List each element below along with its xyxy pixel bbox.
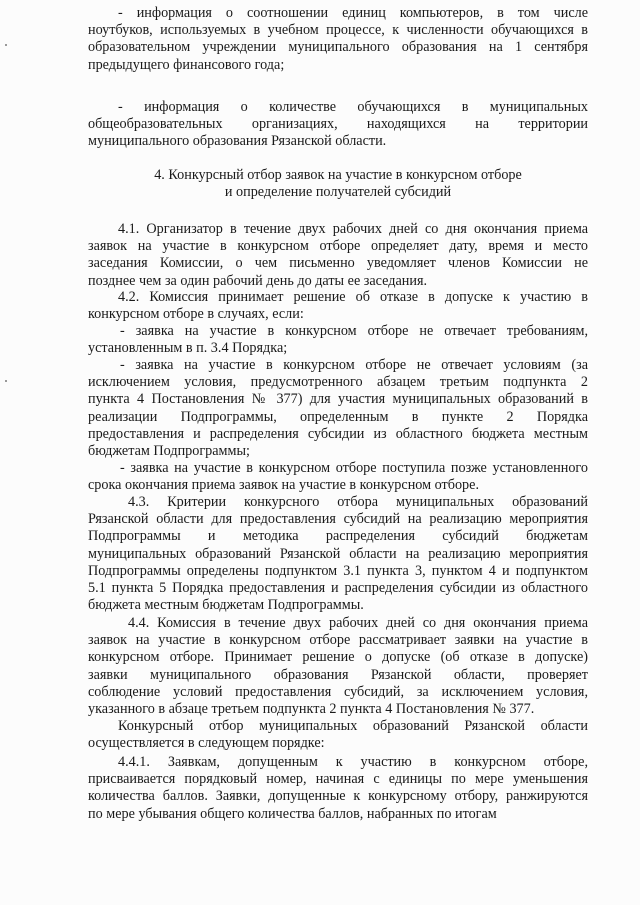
text-line: исключением условия, предусмотренного абзацем третьим подпункта 2 <box>88 374 588 391</box>
text-line: заявок на участие в конкурсном отборе определяет дату, время и место <box>88 238 588 255</box>
text-line: 5.1 пункта 5 Порядка предоставления и распределения субсидии из областного <box>88 580 588 597</box>
intro-item-students <box>88 99 588 151</box>
paragraph-procedure <box>88 718 588 752</box>
text-line: осуществляется в следующем порядке: <box>88 735 325 752</box>
text-line: муниципального образования Рязанской области. <box>88 133 387 150</box>
text-line: бюджета местным бюджетам Подпрограммы. <box>88 597 364 614</box>
text-line: конкурсном отборе. Принимает решение о допуске (об отказе в допуске) <box>88 649 588 666</box>
text-line: Подпрограммы и методика распределения субсидий бюджетам <box>88 528 588 545</box>
text-line: общеобразовательных организациях, находящихся на территории <box>88 116 588 133</box>
text-line: 4.4. Комиссия в течение двух рабочих дней со дня окончания приема <box>128 615 588 631</box>
text-line: установленным в п. 3.4 Порядка; <box>88 340 288 357</box>
text-line: реализации Подпрограммы, определенным в пункте 2 Порядка <box>88 408 588 425</box>
text-line: - информация о соотношении единиц компьютеров, в том числе <box>118 5 588 21</box>
scan-mark <box>5 44 7 46</box>
list-item-late <box>88 460 588 494</box>
text-line: позднее чем за один рабочий день до даты ее заседания. <box>88 272 428 289</box>
text-line: количества баллов. Заявки, допущенные к конкурсному отбору, ранжируются <box>88 788 588 805</box>
text-line: муниципальных образований Рязанской области на реализацию мероприятия <box>88 545 588 562</box>
text-line: по мере убывания общего количества баллов, набранных по итогам <box>88 805 497 822</box>
text-line: ноутбуков, используемых в учебном процессе, к численности обучающихся в <box>88 22 588 39</box>
scan-mark <box>5 380 7 382</box>
paragraph-4-3 <box>88 494 588 614</box>
text-line: указанного в абзаце третьем подпункта 2 пункта 4 Постановления № 377. <box>88 701 535 718</box>
text-line: соблюдение условий предоставления субсидий, за исключением условия, <box>88 683 588 700</box>
text-line: 4.1. Организатор в течение двух рабочих дней со дня окончания приема <box>118 221 588 237</box>
text-line: срока окончания приема заявок на участие в конкурсном отборе. <box>88 477 479 494</box>
text-line: предоставления и распределения субсидии из областного бюджета местным <box>88 425 588 442</box>
text-line: Конкурсный отбор муниципальных образований Рязанской области <box>118 718 588 734</box>
paragraph-4-1 <box>88 221 588 290</box>
text-line: 4.4.1. Заявкам, допущенным к участию в конкурсном отборе, <box>118 754 588 770</box>
text-line: 4.2. Комиссия принимает решение об отказе в допуске к участию в <box>118 289 588 305</box>
list-item-conditions <box>88 357 588 460</box>
text-line: заявок на участие в конкурсном отборе рассматривает заявки на участие в <box>88 632 588 649</box>
text-line: бюджетам Подпрограммы; <box>88 443 250 460</box>
text-line: - заявка на участие в конкурсном отборе не отвечает требованиям, <box>120 323 588 339</box>
text-line: Подпрограммы определены подпунктом 3.1 пункта 3, пунктом 4 и подпунктом <box>88 562 588 579</box>
text-line: конкурсном отборе в случаях, если: <box>88 306 304 323</box>
text-line: присваивается порядковый номер, начиная с единицы по мере уменьшения <box>88 771 588 788</box>
paragraph-4-4-1 <box>88 754 588 823</box>
paragraph-4-2 <box>88 289 588 323</box>
text-line: пункта 4 Постановления № 377) для участия муниципальных образований в <box>88 391 588 408</box>
paragraph-4-4 <box>88 615 588 718</box>
text-line: заявки муниципального образования Рязанской области, проверяет <box>88 666 588 683</box>
heading-line: 4. Конкурсный отбор заявок на участие в конкурсном отборе <box>154 167 522 183</box>
text-line: предыдущего финансового года; <box>88 56 285 73</box>
text-line: - заявка на участие в конкурсном отборе не отвечает условиям (за <box>120 357 588 373</box>
text-line: 4.3. Критерии конкурсного отбора муниципальных образований <box>128 494 588 510</box>
text-line: - заявка на участие в конкурсном отборе поступила позже установленного <box>120 460 588 476</box>
text-line: заседания Комиссии, о чем письменно уведомляет членов Комиссии не <box>88 255 588 272</box>
list-item-requirements <box>88 323 588 357</box>
text-line: Рязанской области для предоставления субсидий на реализацию мероприятия <box>88 511 588 528</box>
intro-item-computers <box>88 5 588 74</box>
section-heading <box>88 167 588 201</box>
text-line: образовательном учреждении муниципального образования на 1 сентября <box>88 39 588 56</box>
text-line: - информация о количестве обучающихся в муниципальных <box>118 99 588 115</box>
heading-line: и определение получателей субсидий <box>224 184 452 201</box>
